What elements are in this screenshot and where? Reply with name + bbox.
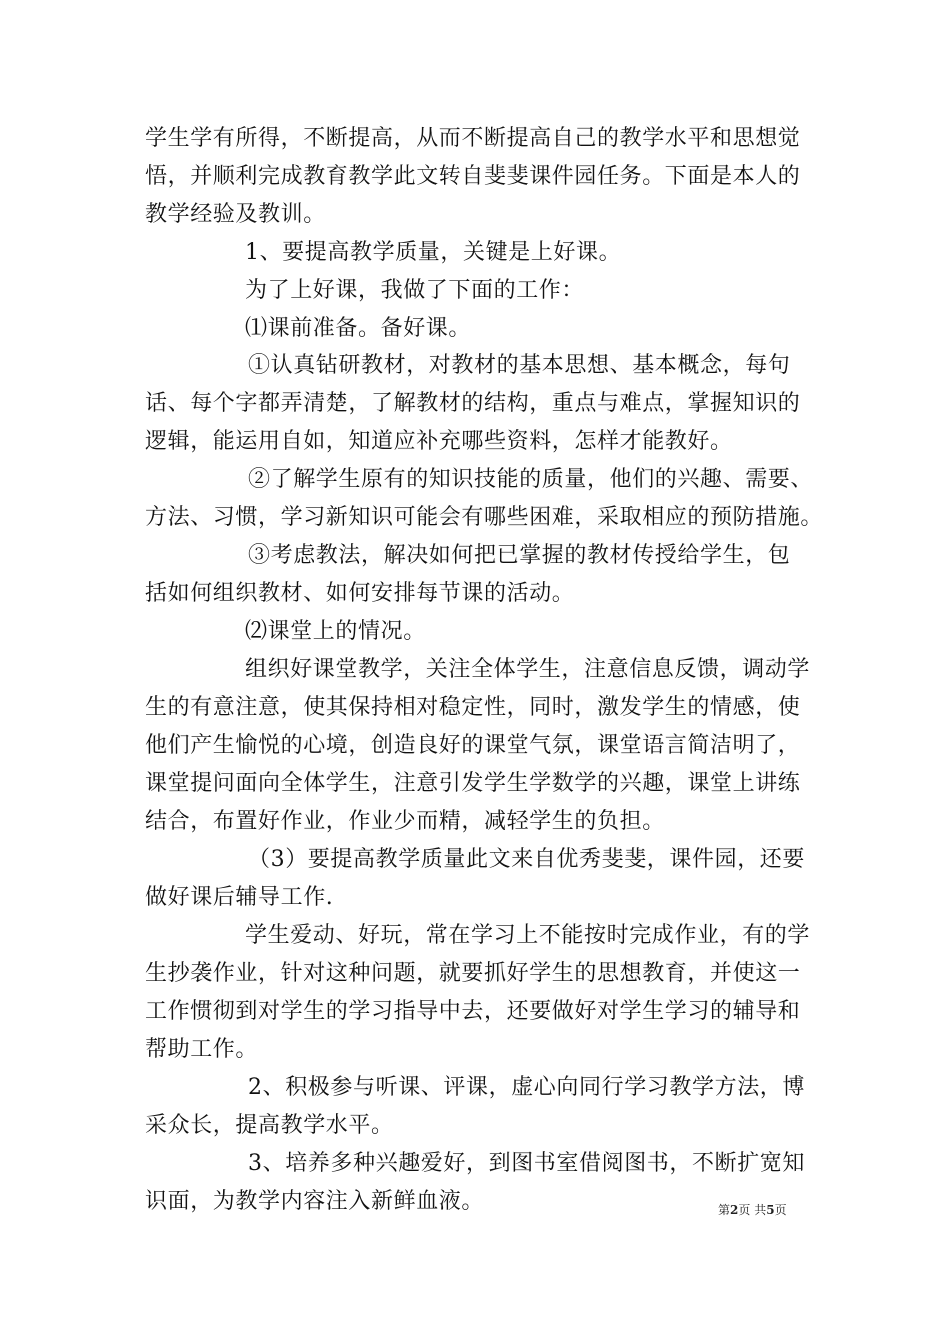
section-heading: 2、积极参与听课、评课，虚心向同行学习教学方法，博: [248, 1075, 805, 1100]
total-page-count: 5: [766, 1203, 775, 1217]
body-line: 工作惯彻到对学生的学习指导中去，还要做好对学生学习的辅导和: [145, 999, 801, 1024]
body-line: 采众长，提高教学水平。: [145, 1113, 394, 1138]
body-line: 教学经验及教训。: [145, 202, 326, 227]
body-line: 学生爱动、好玩，常在学习上不能按时完成作业，有的学: [245, 923, 811, 948]
body-line: 做好课后辅导工作.: [145, 885, 334, 910]
footer-suffix: 页: [774, 1203, 787, 1217]
body-line: 生抄袭作业，针对这种问题，就要抓好学生的思想教育，并使这一: [145, 961, 801, 986]
body-line: 他们产生愉悦的心境，创造良好的课堂气氛，课堂语言简洁明了，: [145, 733, 801, 758]
subsection-heading: ⑴课前准备。备好课。: [245, 316, 472, 341]
footer-middle: 页 共: [738, 1203, 767, 1217]
body-line: 括如何组织教材、如何安排每节课的活动。: [145, 581, 575, 606]
body-line: 课堂提问面向全体学生，注意引发学生学数学的兴趣，课堂上讲练: [145, 771, 801, 796]
page-footer: [718, 1202, 787, 1218]
body-line: 帮助工作。: [145, 1037, 259, 1062]
body-line: 悟，并顺利完成教育教学此文转自斐斐课件园任务。下面是本人的: [145, 164, 801, 189]
body-line: ②了解学生原有的知识技能的质量，他们的兴趣、需要、: [248, 467, 814, 492]
body-line: ③考虑教法，解决如何把已掌握的教材传授给学生，包: [248, 543, 791, 568]
body-line: ①认真钻研教材，对教材的基本思想、基本概念，每句: [248, 353, 791, 378]
section-heading: 1、要提高教学质量，关键是上好课。: [245, 240, 622, 265]
subsection-heading: ⑵课堂上的情况。: [245, 619, 426, 644]
body-line: 结合，布置好作业，作业少而精，减轻学生的负担。: [145, 809, 665, 834]
body-line: 学生学有所得，不断提高，从而不断提高自己的教学水平和思想觉: [145, 126, 801, 151]
current-page-number: 2: [730, 1203, 739, 1217]
body-line: 组织好课堂教学，关注全体学生，注意信息反馈，调动学: [245, 657, 811, 682]
body-line: 识面，为教学内容注入新鲜血液。: [145, 1189, 485, 1214]
footer-prefix: 第: [718, 1203, 731, 1217]
body-line: 方法、习惯，学习新知识可能会有哪些困难，采取相应的预防措施。: [145, 505, 824, 530]
section-heading: 3、培养多种兴趣爱好，到图书室借阅图书，不断扩宽知: [248, 1151, 805, 1176]
body-line: 话、每个字都弄清楚，了解教材的结构，重点与难点，掌握知识的: [145, 391, 801, 416]
body-line: 为了上好课，我做了下面的工作：: [245, 278, 585, 303]
body-line: 生的有意注意，使其保持相对稳定性，同时，激发学生的情感，使: [145, 695, 801, 720]
subsection-heading: （3）要提高教学质量此文来自优秀斐斐，课件园，还要: [248, 847, 805, 872]
body-line: 逻辑，能运用自如，知道应补充哪些资料，怎样才能教好。: [145, 429, 733, 454]
